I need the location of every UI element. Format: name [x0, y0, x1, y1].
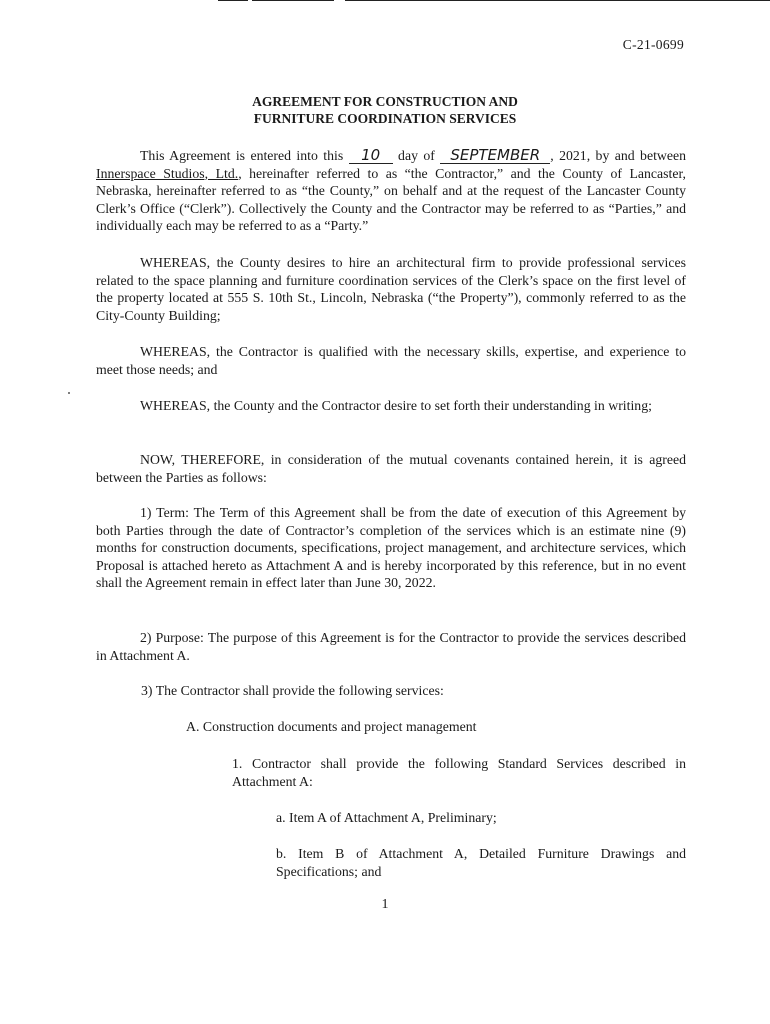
item-b: b. Item B of Attachment A, Detailed Furniture Drawings and Specifications; and — [276, 846, 686, 879]
purpose-clause — [96, 629, 686, 664]
title-line-2: FURNITURE COORDINATION SERVICES — [253, 111, 517, 126]
intro-post-month: , 2021, by and between — [550, 148, 687, 163]
whereas-1-text: WHEREAS, the County desires to hire an architectural firm to provide professional services related to the space planning and furniture coordination services of the Clerk’s space on the first level of the property located at 555 S. 10th St., Lincoln, Nebraska (“the Property”), commonly referred to as the City-County Building; — [96, 255, 686, 323]
contractor-name: Innerspace Studios, Ltd. — [96, 165, 239, 181]
document-number: C-21-0699 — [622, 37, 684, 52]
handwritten-day: 10 — [349, 148, 393, 164]
scan-edge-mark — [252, 0, 334, 1]
page-number: 1 — [381, 897, 389, 912]
scan-speck — [68, 392, 70, 394]
section-a-heading: A. Construction documents and project management — [186, 719, 477, 734]
scan-edge-mark — [345, 0, 770, 1]
term-text: 1) Term: The Term of this Agreement shall be from the date of execution of this Agreement by both Parties through the date of Contractor’s completion of the services which is an estimate nine (9) months for construction documents, specifications, project management, and architecture services, which Proposal is attached hereto as Attachment A and is hereby incorporated by this reference, but in no event shall the Agreement remain in effect later than June 30, 2022. — [96, 505, 686, 590]
services-intro: 3) The Contractor shall provide the following services: — [141, 683, 444, 698]
agreement-title — [0, 93, 770, 127]
title-line-1: AGREEMENT FOR CONSTRUCTION AND — [252, 94, 518, 109]
intro-mid: day of — [398, 148, 435, 163]
whereas-paragraph-3 — [96, 397, 686, 415]
handwritten-month: SEPTEMBER — [440, 148, 550, 164]
intro-rest: , hereinafter referred to as “the Contractor,” and the County of Lancaster, Nebraska, hereinafter referred to as “the County,” on behalf and at the request of the Lancaster County Clerk’s Office (“Clerk”). Collectively the County and the Contractor may be referred to as “Parties,” and individually each may be referred to as a “Party.” — [96, 165, 687, 233]
whereas-3-text: WHEREAS, the County and the Contractor desire to set forth their understanding in writing; — [140, 398, 652, 413]
whereas-paragraph-1 — [96, 254, 686, 324]
term-clause — [96, 504, 686, 592]
now-therefore-text: NOW, THEREFORE, in consideration of the mutual covenants contained herein, it is agreed between the Parties as follows: — [96, 452, 686, 485]
scan-edge-mark — [218, 0, 248, 1]
intro-pre-day: This Agreement is entered into this — [140, 148, 344, 163]
purpose-text: 2) Purpose: The purpose of this Agreement is for the Contractor to provide the services described in Attachment A. — [96, 630, 686, 663]
intro-paragraph — [96, 147, 686, 235]
item-a: a. Item A of Attachment A, Preliminary; — [276, 810, 497, 825]
now-therefore-paragraph — [96, 451, 686, 486]
item-1: 1. Contractor shall provide the following Standard Services described in Attachment A: — [232, 756, 686, 789]
whereas-paragraph-2 — [96, 343, 686, 378]
whereas-2-text: WHEREAS, the Contractor is qualified with the necessary skills, expertise, and experience to meet those needs; and — [96, 344, 686, 377]
